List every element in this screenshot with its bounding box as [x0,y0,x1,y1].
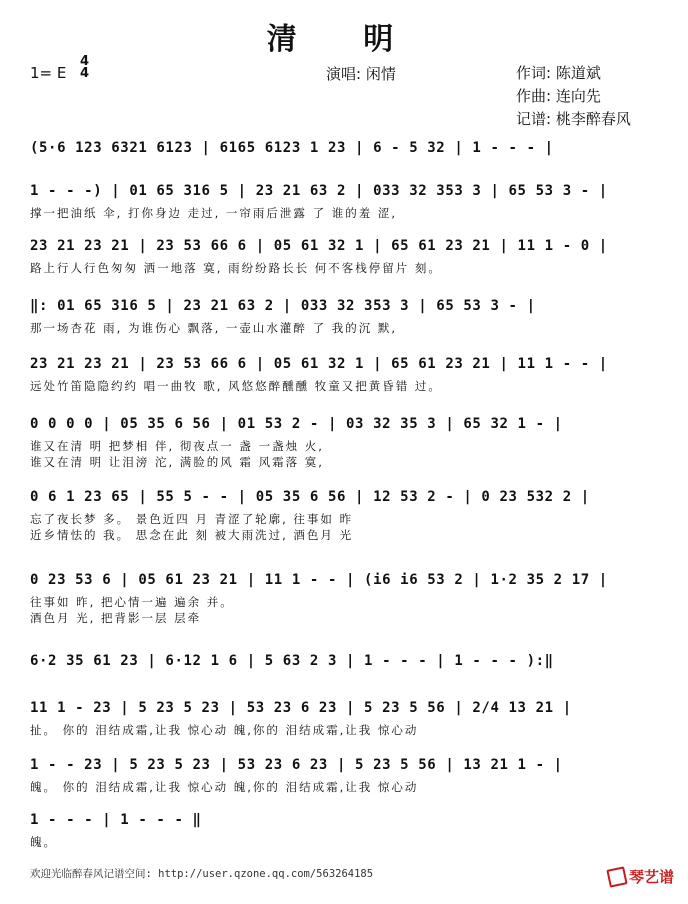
time-signature [80,56,89,80]
transcriber: 记谱: 桃李醉春风 [516,110,631,128]
lyric-line: 往事如 昨, 把心情一遍 遍余 并。 [30,595,234,609]
credits [516,62,631,131]
staff-system [30,356,670,396]
lyric-line-2: 近乡情怯的 我。 思念在此 刻 被大雨洗过, 酒色月 光 [30,528,354,542]
staff-system [30,700,670,740]
notation-line: 0 23 53 6 | 05 61 23 21 | 11 1 - - | (i6 i6 53 2 | 1·2 35 2 17 | [30,572,608,588]
site-logo [608,866,674,887]
footer-url: 欢迎光临醉春风记谱空间: http://user.qzone.qq.com/563264185 [30,868,374,880]
key-signature: 1= E [30,64,67,82]
lyric-line: 撑一把油纸 伞, 打你身边 走过, 一帘雨后泄露 了 谁的羞 涩, [30,206,398,220]
lyric-line: 忘了夜长梦 多。 景色近四 月 青涩了轮廓, 往事如 昨 [30,512,354,526]
staff-system [30,140,670,180]
singer: 演唱: 闲情 [326,65,396,83]
notation-line: 1 - - - | 1 - - - ‖ [30,812,202,828]
song-title: 清 明 [266,22,422,57]
logo-text: 琴艺谱 [629,868,675,886]
lyric-line: 那一场杏花 雨, 为谁伤心 飘落, 一壶山水灌醉 了 我的沉 默, [30,321,398,335]
lyric-line: 谁又在清 明 把梦相 伴, 彻夜点一 盏 一盏烛 火, [30,439,324,453]
lyric-line: 魄。 你的 泪结成霜,让我 惊心动 魄,你的 泪结成霜,让我 惊心动 [30,780,419,794]
time-signature-top: 4 [80,54,90,69]
notation-line: 23 21 23 21 | 23 53 66 6 | 05 61 32 1 | 65 61 23 21 | 11 1 - 0 | [30,238,608,254]
lyric-line: 路上行人行色匆匆 洒一地落 寞, 雨纷纷路长长 何不客栈停留片 刻。 [30,261,442,275]
notation-line: 1 - - 23 | 5 23 5 23 | 53 23 6 23 | 5 23 5 56 | 13 21 1 - | [30,757,563,773]
lyric-line: 魄。 [30,835,57,849]
notation-line: 1 - - -) | 01 65 316 5 | 23 21 63 2 | 033 32 353 3 | 65 53 3 - | [30,183,608,199]
notation-line: 11 1 - 23 | 5 23 5 23 | 53 23 6 23 | 5 23 5 56 | 2/4 13 21 | [30,700,572,716]
notation-line: 0 0 0 0 | 05 35 6 56 | 01 53 2 - | 03 32 35 3 | 65 32 1 - | [30,416,563,432]
staff-system [30,489,670,542]
lyricist: 作词: 陈道斌 [516,64,601,82]
notation-line: 0 6 1 23 65 | 55 5 - - | 05 35 6 56 | 12 53 2 - | 0 23 532 2 | [30,489,590,505]
staff-system [30,298,670,338]
staff-system [30,757,670,797]
notation-line: 6·2 35 61 23 | 6·12 1 6 | 5 63 2 3 | 1 - - - | 1 - - - ):‖ [30,653,554,669]
staff-system [30,238,670,278]
notation-line: ‖: 01 65 316 5 | 23 21 63 2 | 033 32 353 3 | 65 53 3 - | [30,298,536,314]
staff-system [30,416,670,469]
staff-system [30,812,670,852]
staff-system [30,183,670,223]
composer: 作曲: 连向先 [516,87,601,105]
lyric-line-2: 酒色月 光, 把背影一层 层牵 [30,611,202,625]
notation-line: (5·6 123 6321 6123 | 6165 6123 1 23 | 6 - 5 32 | 1 - - - | [30,140,554,156]
time-signature-bottom: 4 [80,66,90,81]
lyric-line: 扯。 你的 泪结成霜,让我 惊心动 魄,你的 泪结成霜,让我 惊心动 [30,723,419,737]
staff-system [30,572,670,625]
lyric-line-2: 谁又在清 明 让泪滂 沱, 满脸的风 霜 风霜落 寞, [30,455,324,469]
staff-system [30,653,670,693]
notation-line: 23 21 23 21 | 23 53 66 6 | 05 61 32 1 | 65 61 23 21 | 11 1 - - | [30,356,608,372]
logo-icon [606,866,627,887]
lyric-line: 远处竹笛隐隐约约 唱一曲牧 歌, 风悠悠醉醺醺 牧童又把黄昏错 过。 [30,379,442,393]
